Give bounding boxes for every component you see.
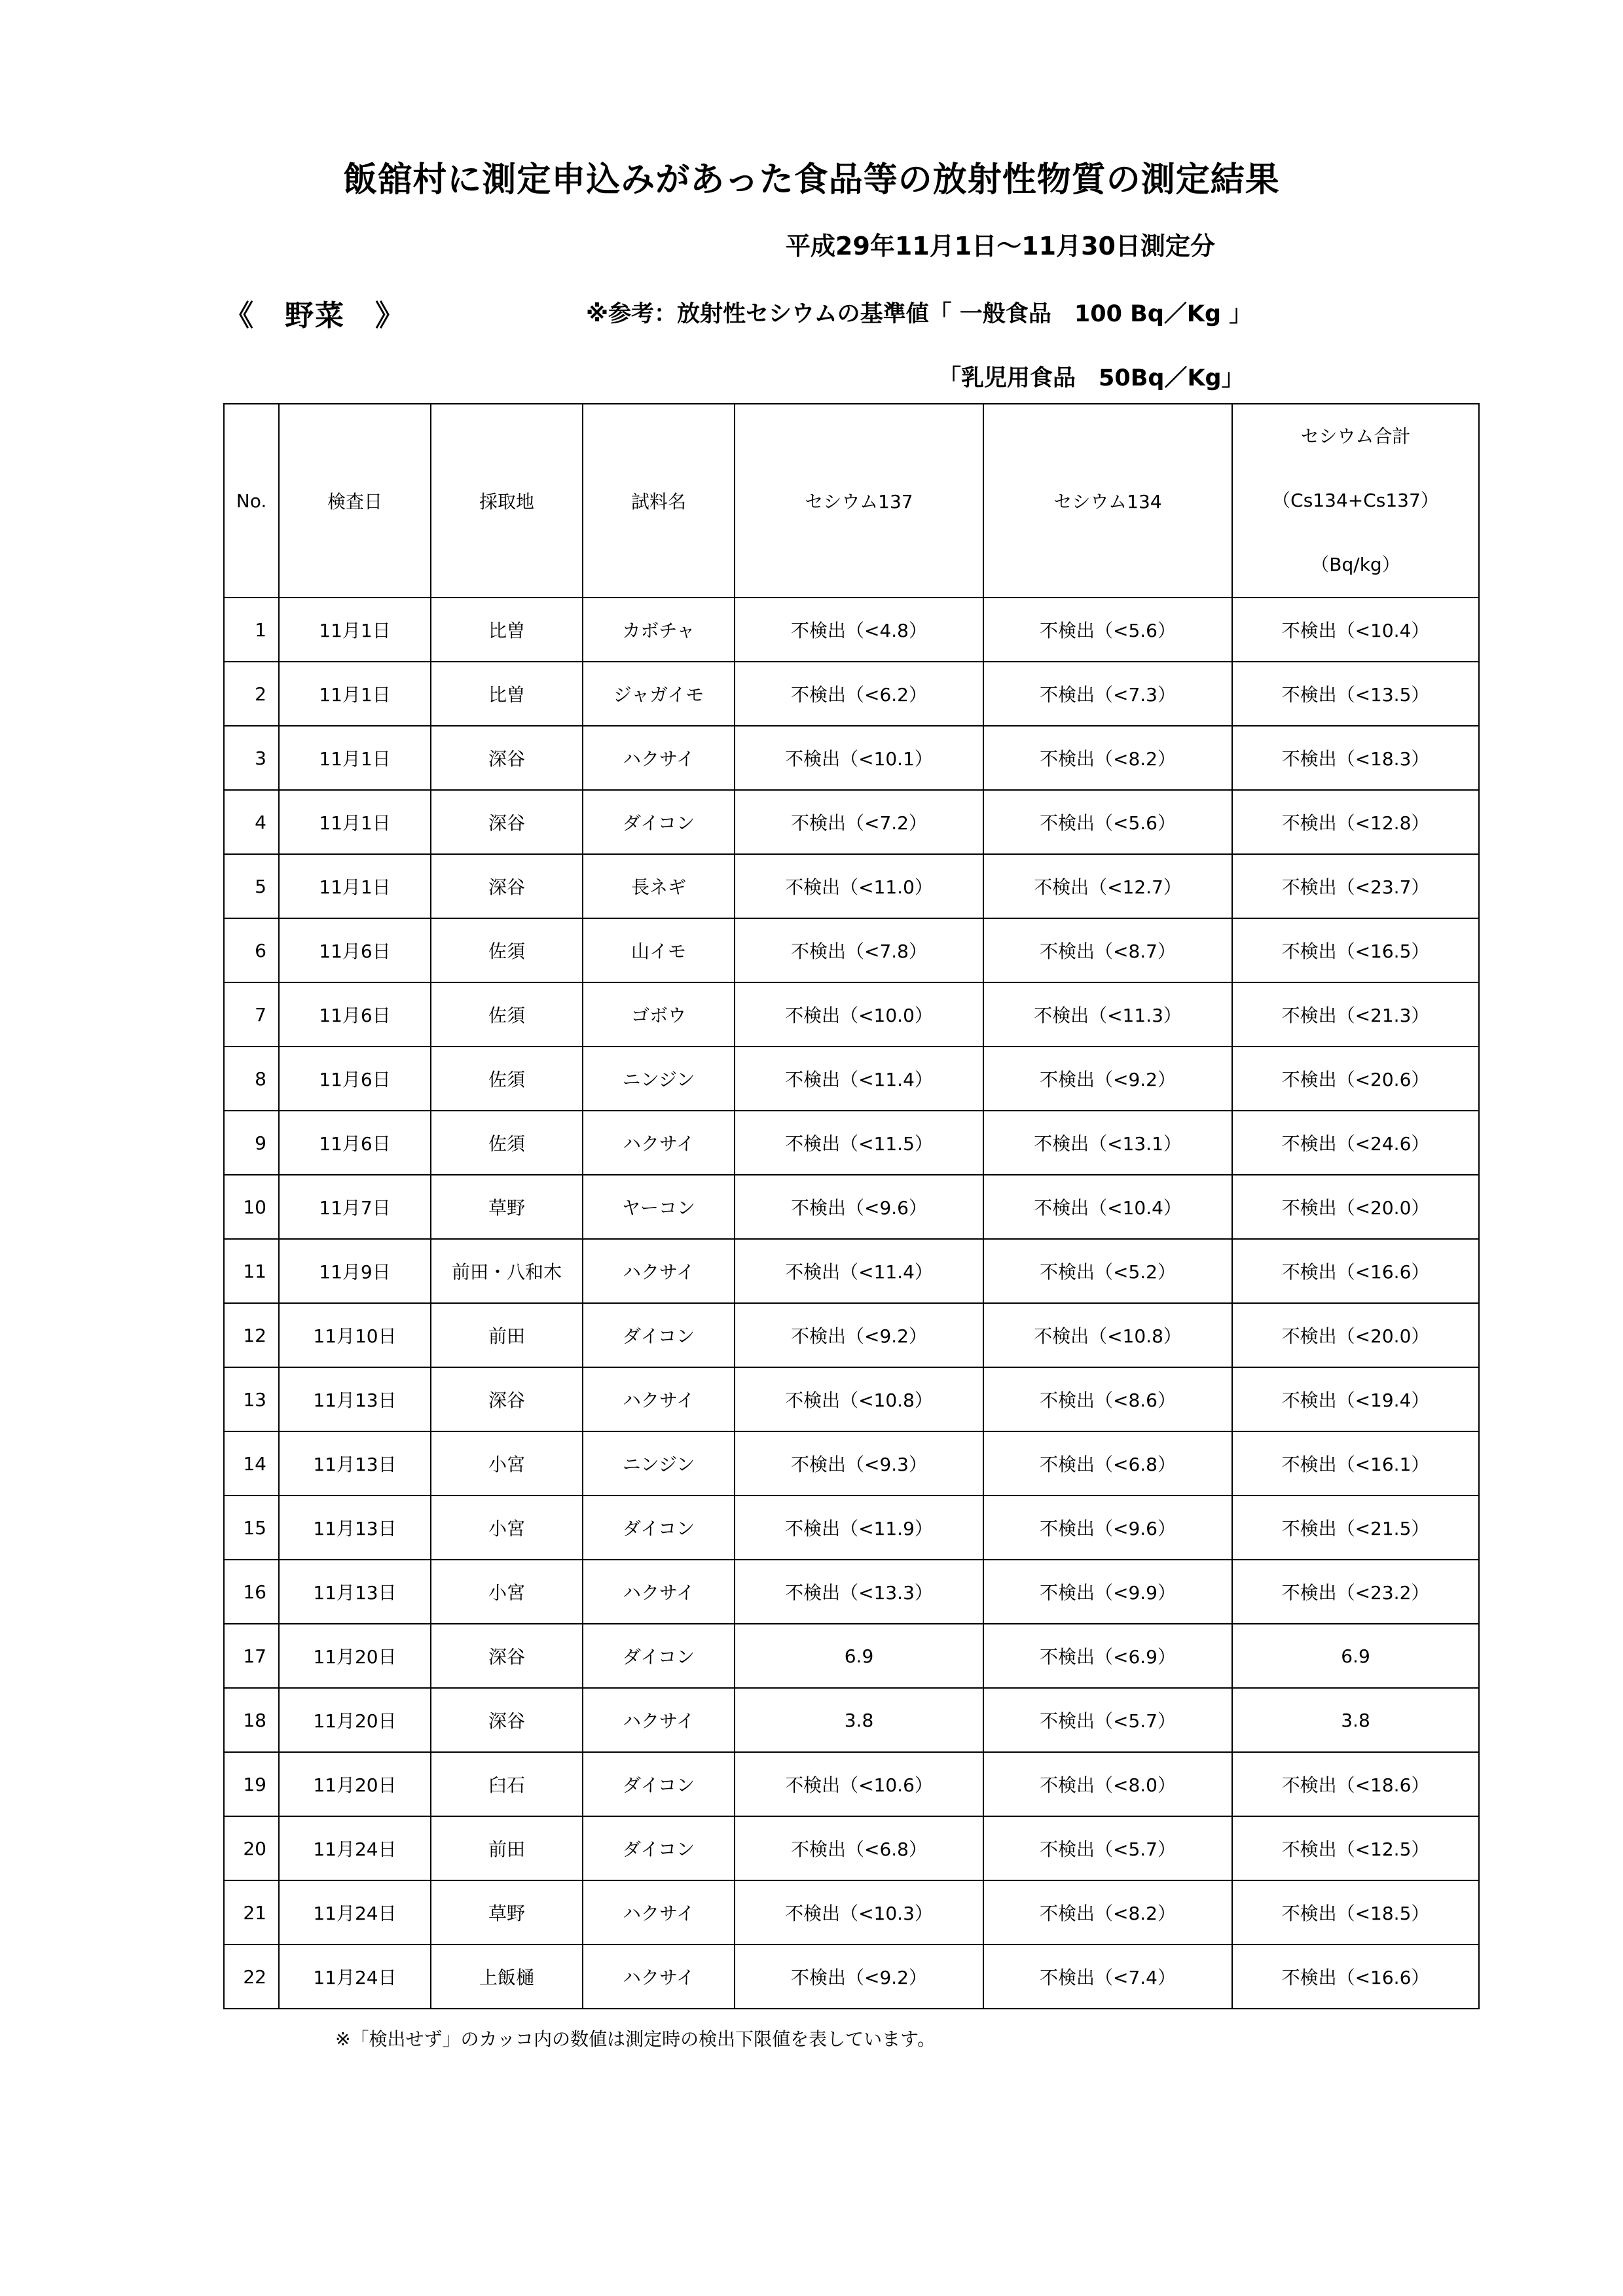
- table-row: [224, 1880, 1479, 1945]
- table-row: [224, 1816, 1479, 1880]
- header-cs137: セシウム137: [735, 404, 983, 598]
- document-title: 飯舘村に測定申込みがあった食品等の放射性物質の測定結果: [343, 160, 1280, 200]
- cell-total: 不検出（<18.5）: [1232, 1880, 1479, 1945]
- cell-no: 7: [224, 982, 279, 1047]
- cell-location: 佐須: [431, 918, 583, 982]
- cell-location: 小宮: [431, 1496, 583, 1560]
- cell-cs134: 不検出（<10.8）: [983, 1303, 1232, 1367]
- cell-sample: ハクサイ: [583, 1239, 735, 1303]
- cell-total: 不検出（<12.8）: [1232, 790, 1479, 854]
- cell-date: 11月6日: [279, 1111, 431, 1175]
- table-row: [224, 1560, 1479, 1624]
- cell-cs137: 3.8: [735, 1688, 983, 1752]
- cell-cs134: 不検出（<7.4）: [983, 1945, 1232, 2009]
- cell-no: 6: [224, 918, 279, 982]
- cell-date: 11月24日: [279, 1816, 431, 1880]
- cell-cs134: 不検出（<8.7）: [983, 918, 1232, 982]
- cell-cs137: 不検出（<7.2）: [735, 790, 983, 854]
- cell-location: 草野: [431, 1175, 583, 1239]
- cell-location: 深谷: [431, 1688, 583, 1752]
- cell-no: 11: [224, 1239, 279, 1303]
- cell-date: 11月1日: [279, 854, 431, 918]
- cell-no: 9: [224, 1111, 279, 1175]
- cell-total: 不検出（<16.1）: [1232, 1431, 1479, 1496]
- cell-cs137: 不検出（<11.5）: [735, 1111, 983, 1175]
- cell-total: 不検出（<16.5）: [1232, 918, 1479, 982]
- table-row: [224, 1367, 1479, 1431]
- cell-cs137: 不検出（<10.1）: [735, 726, 983, 790]
- cell-sample: ハクサイ: [583, 1560, 735, 1624]
- table-row: [224, 1175, 1479, 1239]
- cell-cs134: 不検出（<5.6）: [983, 790, 1232, 854]
- cell-no: 16: [224, 1560, 279, 1624]
- cell-total: 不検出（<16.6）: [1232, 1945, 1479, 2009]
- cell-location: 臼石: [431, 1752, 583, 1816]
- cell-location: 比曽: [431, 662, 583, 726]
- cell-sample: ハクサイ: [583, 1945, 735, 2009]
- cell-date: 11月9日: [279, 1239, 431, 1303]
- table-row: [224, 1111, 1479, 1175]
- cell-no: 3: [224, 726, 279, 790]
- cell-date: 11月7日: [279, 1175, 431, 1239]
- cell-cs137: 不検出（<6.2）: [735, 662, 983, 726]
- cell-cs137: 不検出（<13.3）: [735, 1560, 983, 1624]
- cell-date: 11月24日: [279, 1945, 431, 2009]
- cell-no: 22: [224, 1945, 279, 2009]
- table-row: [224, 1303, 1479, 1367]
- cell-cs137: 不検出（<7.8）: [735, 918, 983, 982]
- cell-date: 11月1日: [279, 662, 431, 726]
- cell-date: 11月13日: [279, 1367, 431, 1431]
- cell-no: 15: [224, 1496, 279, 1560]
- cell-cs134: 不検出（<6.8）: [983, 1431, 1232, 1496]
- table-row: [224, 1496, 1479, 1560]
- cell-cs134: 不検出（<7.3）: [983, 662, 1232, 726]
- cell-no: 8: [224, 1047, 279, 1111]
- cell-total: 3.8: [1232, 1688, 1479, 1752]
- header-date: 検査日: [279, 404, 431, 598]
- cell-date: 11月6日: [279, 918, 431, 982]
- cell-sample: ダイコン: [583, 1624, 735, 1688]
- header-cs134: セシウム134: [983, 404, 1232, 598]
- table-row: [224, 1239, 1479, 1303]
- table-row: [224, 1752, 1479, 1816]
- cell-sample: ジャガイモ: [583, 662, 735, 726]
- category-label: 《 野菜 》: [225, 299, 405, 332]
- cell-location: 深谷: [431, 854, 583, 918]
- cell-sample: ダイコン: [583, 1303, 735, 1367]
- cell-cs137: 不検出（<4.8）: [735, 598, 983, 662]
- cell-cs137: 不検出（<9.2）: [735, 1303, 983, 1367]
- results-table: [223, 403, 1480, 2009]
- cell-sample: ニンジン: [583, 1047, 735, 1111]
- cell-cs134: 不検出（<5.7）: [983, 1688, 1232, 1752]
- cell-cs134: 不検出（<9.6）: [983, 1496, 1232, 1560]
- cell-cs137: 不検出（<6.8）: [735, 1816, 983, 1880]
- cell-total: 不検出（<20.6）: [1232, 1047, 1479, 1111]
- cell-location: 佐須: [431, 982, 583, 1047]
- cell-cs134: 不検出（<5.6）: [983, 598, 1232, 662]
- table-row: [224, 1624, 1479, 1688]
- cell-cs134: 不検出（<9.2）: [983, 1047, 1232, 1111]
- cell-total: 不検出（<21.5）: [1232, 1496, 1479, 1560]
- cell-location: 小宮: [431, 1560, 583, 1624]
- cell-date: 11月1日: [279, 726, 431, 790]
- header-no: No.: [224, 404, 279, 598]
- cell-total: 不検出（<16.6）: [1232, 1239, 1479, 1303]
- cell-date: 11月1日: [279, 598, 431, 662]
- cell-sample: ダイコン: [583, 1816, 735, 1880]
- cell-no: 12: [224, 1303, 279, 1367]
- cell-sample: ダイコン: [583, 790, 735, 854]
- cell-cs134: 不検出（<6.9）: [983, 1624, 1232, 1688]
- table-row: [224, 1047, 1479, 1111]
- cell-sample: ハクサイ: [583, 1367, 735, 1431]
- reference-infant-limit: 「乳児用食品 50Bq／Kg」: [938, 365, 1245, 391]
- cell-location: 深谷: [431, 726, 583, 790]
- cell-sample: カボチャ: [583, 598, 735, 662]
- cell-date: 11月1日: [279, 790, 431, 854]
- cell-sample: ハクサイ: [583, 1880, 735, 1945]
- table-row: [224, 726, 1479, 790]
- cell-location: 比曽: [431, 598, 583, 662]
- cell-total: 不検出（<23.7）: [1232, 854, 1479, 918]
- cell-cs134: 不検出（<5.2）: [983, 1239, 1232, 1303]
- cell-total: 不検出（<18.3）: [1232, 726, 1479, 790]
- cell-location: 前田: [431, 1816, 583, 1880]
- cell-no: 18: [224, 1688, 279, 1752]
- cell-total: 不検出（<21.3）: [1232, 982, 1479, 1047]
- header-total-line2: （Cs134+Cs137）: [1272, 490, 1439, 511]
- cell-date: 11月20日: [279, 1752, 431, 1816]
- cell-no: 21: [224, 1880, 279, 1945]
- header-sample: 試料名: [583, 404, 735, 598]
- cell-location: 草野: [431, 1880, 583, 1945]
- cell-cs137: 不検出（<11.9）: [735, 1496, 983, 1560]
- cell-location: 前田: [431, 1303, 583, 1367]
- cell-no: 20: [224, 1816, 279, 1880]
- table-row: [224, 982, 1479, 1047]
- table-row: [224, 598, 1479, 662]
- table-row: [224, 662, 1479, 726]
- cell-location: 小宮: [431, 1431, 583, 1496]
- cell-no: 5: [224, 854, 279, 918]
- cell-total: 不検出（<12.5）: [1232, 1816, 1479, 1880]
- cell-total: 不検出（<23.2）: [1232, 1560, 1479, 1624]
- cell-cs134: 不検出（<12.7）: [983, 854, 1232, 918]
- cell-cs137: 不検出（<9.3）: [735, 1431, 983, 1496]
- reference-general-limit: ※参考：放射性セシウムの基準値「 一般食品 100 Bq／Kg 」: [586, 301, 1252, 327]
- cell-location: 上飯樋: [431, 1945, 583, 2009]
- cell-sample: ニンジン: [583, 1431, 735, 1496]
- cell-location: 佐須: [431, 1111, 583, 1175]
- cell-sample: ヤーコン: [583, 1175, 735, 1239]
- cell-location: 深谷: [431, 790, 583, 854]
- cell-no: 2: [224, 662, 279, 726]
- cell-no: 17: [224, 1624, 279, 1688]
- cell-no: 1: [224, 598, 279, 662]
- cell-cs134: 不検出（<8.6）: [983, 1367, 1232, 1431]
- cell-total: 不検出（<13.5）: [1232, 662, 1479, 726]
- cell-date: 11月13日: [279, 1431, 431, 1496]
- table-body: [224, 598, 1479, 2009]
- header-location: 採取地: [431, 404, 583, 598]
- cell-date: 11月20日: [279, 1688, 431, 1752]
- cell-cs137: 不検出（<9.2）: [735, 1945, 983, 2009]
- cell-total: 不検出（<24.6）: [1232, 1111, 1479, 1175]
- cell-date: 11月6日: [279, 982, 431, 1047]
- cell-date: 11月20日: [279, 1624, 431, 1688]
- cell-sample: ハクサイ: [583, 726, 735, 790]
- cell-no: 13: [224, 1367, 279, 1431]
- cell-no: 14: [224, 1431, 279, 1496]
- footnote: ※「検出せず」のカッコ内の数値は測定時の検出下限値を表しています。: [335, 2028, 936, 2050]
- header-total-line3: （Bq/kg）: [1311, 554, 1400, 575]
- cell-sample: 長ネギ: [583, 854, 735, 918]
- cell-cs137: 不検出（<11.4）: [735, 1239, 983, 1303]
- cell-cs137: 不検出（<11.4）: [735, 1047, 983, 1111]
- cell-total: 不検出（<10.4）: [1232, 598, 1479, 662]
- table-row: [224, 918, 1479, 982]
- table-row: [224, 854, 1479, 918]
- cell-no: 19: [224, 1752, 279, 1816]
- cell-sample: ゴボウ: [583, 982, 735, 1047]
- cell-sample: ハクサイ: [583, 1111, 735, 1175]
- cell-sample: ハクサイ: [583, 1688, 735, 1752]
- cell-cs137: 不検出（<10.3）: [735, 1880, 983, 1945]
- cell-cs134: 不検出（<8.0）: [983, 1752, 1232, 1816]
- cell-date: 11月13日: [279, 1560, 431, 1624]
- cell-no: 4: [224, 790, 279, 854]
- cell-cs137: 不検出（<9.6）: [735, 1175, 983, 1239]
- cell-location: 佐須: [431, 1047, 583, 1111]
- cell-date: 11月24日: [279, 1880, 431, 1945]
- cell-cs137: 不検出（<10.6）: [735, 1752, 983, 1816]
- table-row: [224, 1688, 1479, 1752]
- cell-sample: ダイコン: [583, 1752, 735, 1816]
- table-row: [224, 790, 1479, 854]
- cell-cs134: 不検出（<13.1）: [983, 1111, 1232, 1175]
- cell-location: 深谷: [431, 1367, 583, 1431]
- cell-total: 不検出（<20.0）: [1232, 1175, 1479, 1239]
- table-row: [224, 1431, 1479, 1496]
- cell-cs134: 不検出（<10.4）: [983, 1175, 1232, 1239]
- cell-cs134: 不検出（<5.7）: [983, 1816, 1232, 1880]
- cell-total: 不検出（<20.0）: [1232, 1303, 1479, 1367]
- cell-date: 11月13日: [279, 1496, 431, 1560]
- cell-total: 不検出（<19.4）: [1232, 1367, 1479, 1431]
- cell-total: 6.9: [1232, 1624, 1479, 1688]
- cell-cs137: 不検出（<10.8）: [735, 1367, 983, 1431]
- header-total: [1232, 404, 1479, 598]
- cell-sample: ダイコン: [583, 1496, 735, 1560]
- measurement-period: 平成29年11月1日～11月30日測定分: [786, 232, 1215, 260]
- cell-cs134: 不検出（<11.3）: [983, 982, 1232, 1047]
- cell-cs137: 不検出（<10.0）: [735, 982, 983, 1047]
- cell-date: 11月10日: [279, 1303, 431, 1367]
- cell-no: 10: [224, 1175, 279, 1239]
- cell-cs137: 不検出（<11.0）: [735, 854, 983, 918]
- cell-cs134: 不検出（<8.2）: [983, 1880, 1232, 1945]
- table-header-row: [224, 404, 1479, 598]
- cell-cs137: 6.9: [735, 1624, 983, 1688]
- cell-location: 前田・八和木: [431, 1239, 583, 1303]
- cell-date: 11月6日: [279, 1047, 431, 1111]
- header-total-line1: セシウム合計: [1300, 425, 1411, 447]
- table-row: [224, 1945, 1479, 2009]
- cell-sample: 山イモ: [583, 918, 735, 982]
- cell-location: 深谷: [431, 1624, 583, 1688]
- cell-total: 不検出（<18.6）: [1232, 1752, 1479, 1816]
- cell-cs134: 不検出（<8.2）: [983, 726, 1232, 790]
- cell-cs134: 不検出（<9.9）: [983, 1560, 1232, 1624]
